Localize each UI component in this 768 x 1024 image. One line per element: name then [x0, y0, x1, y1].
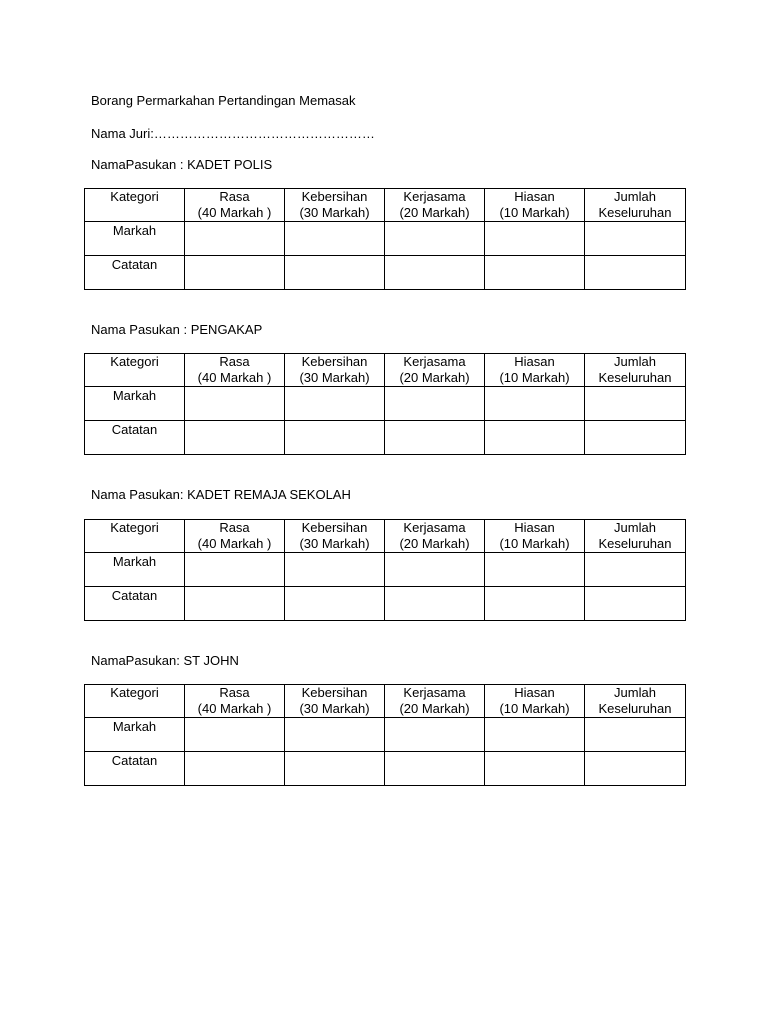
taste-header: Rasa (40 Markah ) — [185, 685, 285, 718]
notes-row-label: Catatan — [85, 587, 185, 621]
taste-header: Rasa (40 Markah ) — [185, 189, 285, 222]
marks-cell-cleanliness[interactable] — [285, 222, 385, 256]
notes-cell-decoration[interactable] — [485, 587, 585, 621]
marks-cell-teamwork[interactable] — [385, 553, 485, 587]
notes-cell-teamwork[interactable] — [385, 421, 485, 455]
notes-cell-decoration[interactable] — [485, 752, 585, 786]
notes-cell-cleanliness[interactable] — [285, 752, 385, 786]
marks-cell-total[interactable] — [585, 718, 686, 752]
table-header-row — [85, 520, 686, 553]
category-header: Kategori — [85, 685, 185, 718]
team-label-kadet-polis: NamaPasukan : KADET POLIS — [91, 157, 273, 172]
marks-cell-taste[interactable] — [185, 718, 285, 752]
notes-row — [85, 256, 686, 290]
taste-header: Rasa (40 Markah ) — [185, 354, 285, 387]
marks-cell-total[interactable] — [585, 553, 686, 587]
notes-cell-teamwork[interactable] — [385, 587, 485, 621]
notes-cell-decoration[interactable] — [485, 256, 585, 290]
marks-row — [85, 718, 686, 752]
notes-cell-total[interactable] — [585, 256, 686, 290]
cleanliness-header: Kebersihan (30 Markah) — [285, 354, 385, 387]
marks-row-label: Markah — [85, 387, 185, 421]
judge-name-line: Nama Juri:…………………………………………… — [91, 126, 375, 141]
marks-cell-total[interactable] — [585, 222, 686, 256]
decoration-header: Hiasan (10 Markah) — [485, 189, 585, 222]
notes-row-label: Catatan — [85, 752, 185, 786]
marks-cell-cleanliness[interactable] — [285, 387, 385, 421]
notes-cell-total[interactable] — [585, 752, 686, 786]
notes-row-label: Catatan — [85, 256, 185, 290]
notes-row — [85, 587, 686, 621]
cleanliness-header: Kebersihan (30 Markah) — [285, 685, 385, 718]
taste-header: Rasa (40 Markah ) — [185, 520, 285, 553]
marks-cell-taste[interactable] — [185, 553, 285, 587]
marks-cell-decoration[interactable] — [485, 387, 585, 421]
notes-row-label: Catatan — [85, 421, 185, 455]
marks-cell-teamwork[interactable] — [385, 387, 485, 421]
document-title: Borang Permarkahan Pertandingan Memasak — [91, 93, 356, 108]
notes-row — [85, 421, 686, 455]
team-label-pengakap: Nama Pasukan : PENGAKAP — [91, 322, 263, 337]
team-label-st-john: NamaPasukan: ST JOHN — [91, 653, 239, 668]
category-header: Kategori — [85, 354, 185, 387]
score-table-kadet-remaja-sekolah — [84, 519, 686, 621]
teamwork-header: Kerjasama (20 Markah) — [385, 189, 485, 222]
marks-cell-decoration[interactable] — [485, 718, 585, 752]
marks-cell-teamwork[interactable] — [385, 718, 485, 752]
notes-cell-cleanliness[interactable] — [285, 587, 385, 621]
category-header: Kategori — [85, 520, 185, 553]
notes-cell-teamwork[interactable] — [385, 256, 485, 290]
notes-cell-cleanliness[interactable] — [285, 256, 385, 290]
teamwork-header: Kerjasama (20 Markah) — [385, 520, 485, 553]
notes-cell-teamwork[interactable] — [385, 752, 485, 786]
notes-cell-decoration[interactable] — [485, 421, 585, 455]
marks-cell-cleanliness[interactable] — [285, 553, 385, 587]
table-header-row — [85, 685, 686, 718]
notes-cell-total[interactable] — [585, 587, 686, 621]
notes-row — [85, 752, 686, 786]
decoration-header: Hiasan (10 Markah) — [485, 354, 585, 387]
table-header-row — [85, 354, 686, 387]
team-label-kadet-remaja-sekolah: Nama Pasukan: KADET REMAJA SEKOLAH — [91, 487, 351, 502]
total-header: Jumlah Keseluruhan — [585, 685, 686, 718]
notes-cell-taste[interactable] — [185, 421, 285, 455]
notes-cell-total[interactable] — [585, 421, 686, 455]
total-header: Jumlah Keseluruhan — [585, 354, 686, 387]
score-table-kadet-polis — [84, 188, 686, 290]
marks-row-label: Markah — [85, 553, 185, 587]
teamwork-header: Kerjasama (20 Markah) — [385, 685, 485, 718]
table-header-row — [85, 189, 686, 222]
teamwork-header: Kerjasama (20 Markah) — [385, 354, 485, 387]
score-table-st-john — [84, 684, 686, 786]
marks-row-label: Markah — [85, 718, 185, 752]
category-header: Kategori — [85, 189, 185, 222]
decoration-header: Hiasan (10 Markah) — [485, 685, 585, 718]
marks-cell-teamwork[interactable] — [385, 222, 485, 256]
score-table-pengakap — [84, 353, 686, 455]
notes-cell-cleanliness[interactable] — [285, 421, 385, 455]
marks-cell-taste[interactable] — [185, 222, 285, 256]
marks-cell-decoration[interactable] — [485, 553, 585, 587]
cleanliness-header: Kebersihan (30 Markah) — [285, 520, 385, 553]
notes-cell-taste[interactable] — [185, 256, 285, 290]
marks-row-label: Markah — [85, 222, 185, 256]
marks-cell-total[interactable] — [585, 387, 686, 421]
marks-row — [85, 553, 686, 587]
total-header: Jumlah Keseluruhan — [585, 189, 686, 222]
notes-cell-taste[interactable] — [185, 587, 285, 621]
marks-cell-decoration[interactable] — [485, 222, 585, 256]
total-header: Jumlah Keseluruhan — [585, 520, 686, 553]
notes-cell-taste[interactable] — [185, 752, 285, 786]
marks-cell-taste[interactable] — [185, 387, 285, 421]
marks-cell-cleanliness[interactable] — [285, 718, 385, 752]
cleanliness-header: Kebersihan (30 Markah) — [285, 189, 385, 222]
decoration-header: Hiasan (10 Markah) — [485, 520, 585, 553]
marks-row — [85, 387, 686, 421]
marks-row — [85, 222, 686, 256]
